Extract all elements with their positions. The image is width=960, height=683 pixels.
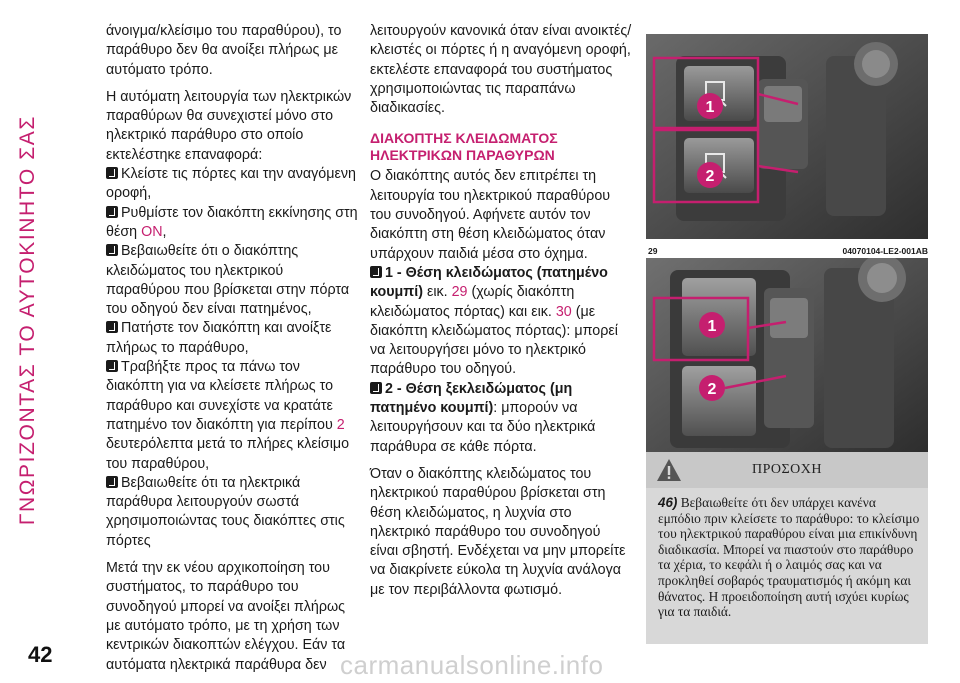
paragraph: άνοιγμα/κλείσιμο του παραθύρου), το παράθυρο δεν θα ανοίξει πλήρως με αυτόματο τρόπο. [106, 23, 342, 78]
text-column-left [106, 22, 358, 683]
paragraph: Η αυτόματη λειτουργία των ηλεκτρικών παραθύρων θα συνεχιστεί μόνο στο ηλεκτρικό παράθυρο στο οποίο εκτελέστηκε επαναφορά: [106, 88, 352, 163]
checkbox-bullet-icon [106, 360, 118, 372]
switch-panel-illustration [646, 258, 928, 460]
svg-text:1: 1 [707, 318, 717, 335]
paragraph: λειτουργούν κανονικά όταν είναι ανοικτές/κλειστές οι πόρτες ή η αναγόμενη οροφή, εκτελέστε επαναφορά του συστήματος χρησιμοποιώντας τις παραπάνω διαδικασίες. [370, 23, 632, 117]
section-title-vertical: ΓΝΩΡΙΖΟΝΤΑΣ ΤΟ ΑΥΤΟΚΙΝΗΤΟ ΣΑΣ [16, 114, 39, 526]
checkbox-bullet-icon [106, 167, 118, 179]
checkbox-bullet-icon [106, 476, 118, 488]
warning-header [646, 452, 928, 488]
paragraph: Ο διακόπτης αυτός δεν επιτρέπει τη λειτουργία του ηλεκτρικού παραθύρου του συνοδηγού. Αφήνετε αυτόν τον διακόπτη στη θέση κλειδώματος όταν υπάρχουν παιδιά μέσα στο όχημα. [370, 168, 611, 262]
checkbox-bullet-icon [106, 244, 118, 256]
figure-ref[interactable]: 30 [555, 303, 572, 320]
warning-text: Βεβαιωθείτε ότι δεν υπάρχει κανένα εμπόδιο πριν κλείσετε το παράθυρο: το κλείσιμο του ηλεκτρικού παραθύρου είναι μια επικίνδυνη διαδικασία. Μπορεί να πιαστούν στο παράθυρο τα χέρια, το κεφάλι ή ο λαιμός σας και να προκληθεί σοβαρός τραυματισμός ή ακόμη και θάνατος. Η προειδοποίηση αυτή ισχύει κυρίως για τα παιδιά. [658, 495, 920, 620]
page-number: 42 [28, 642, 53, 667]
warning-triangle-icon [656, 458, 682, 482]
seconds-value: 2 [336, 416, 345, 433]
checkbox-bullet-icon [106, 206, 118, 218]
checkbox-bullet-icon [370, 266, 382, 278]
list-item: Πατήστε τον διακόπτη και ανοίξτε πλήρως το παράθυρο, [106, 320, 332, 356]
paragraph: Όταν ο διακόπτης κλειδώματος του ηλεκτρικού παραθύρου βρίσκεται στη θέση κλειδώματος, η λυχνία στο ηλεκτρικό παράθυρο του συνοδηγού είναι σβηστή. Ενδέχεται να μην μπορείτε να διακρίνετε εύκολα τη λυχνία ανάλογα με τον περιβάλλοντα φωτισμό. [370, 465, 626, 598]
section-heading: ΔΙΑΚΟΠΤΗΣ ΚΛΕΙΔΩΜΑΤΟΣ ΗΛΕΚΤΡΙΚΩΝ ΠΑΡΑΘΥΡΩΝ [370, 130, 558, 164]
figure-window-switch-panel-lock [646, 258, 928, 460]
list-item: Βεβαιωθείτε ότι τα ηλεκτρικά παράθυρα λειτουργούν σωστά χρησιμοποιώντας τους διακόπτες στις πόρτες [106, 474, 345, 549]
figure-window-switch-panel [646, 34, 928, 239]
svg-text:2: 2 [705, 168, 715, 185]
figure-number: 29 [648, 246, 658, 256]
watermark: carmanualsonline.info [340, 650, 604, 680]
checkbox-bullet-icon [106, 321, 118, 333]
warning-title: ΠΡΟΣΟΧΗ [752, 462, 822, 477]
paragraph: Μετά την εκ νέου αρχικοποίηση του συστήματος, το παράθυρο του συνοδηγού μπορεί να ανοίξει πλήρως με αυτόματο τρόπο, με τη χρήση των κεντρικών διακοπτών ελέγχου. Εάν τα αυτόματα ηλεκτρικά παράθυρα δεν [106, 560, 346, 673]
svg-text:1: 1 [705, 99, 715, 116]
text-column-middle [370, 22, 632, 608]
warning-body [646, 488, 928, 644]
list-item: Τραβήξτε προς τα πάνω τον διακόπτη για να κλείσετε πλήρως το παράθυρο και συνεχίστε να κρατάτε πατημένο τον διακόπτη για περίπου 2 δευτερόλεπτα μετά το πλήρες κλείσιμο του παραθύρου, [106, 359, 350, 472]
switch-position-on: ON [141, 223, 163, 240]
svg-text:2: 2 [707, 381, 717, 398]
list-item: 1 - Θέση κλειδώματος (πατημένο κουμπί) εικ. 29 (χωρίς διακόπτη κλειδώματος πόρτας) και εικ. 30 (με διακόπτη κλειδώματος πόρτας): μπορεί να λειτουργήσει μόνο το ηλεκτρικό παράθυρο του οδηγού. [370, 264, 618, 378]
warning-number: 46) [658, 495, 678, 510]
list-item: Κλείστε τις πόρτες και την αναγόμενη οροφή, [106, 166, 356, 202]
switch-panel-illustration [646, 34, 928, 239]
list-item: Ρυθμίστε τον διακόπτη εκκίνησης στη θέση ON, [106, 204, 358, 240]
list-item: Βεβαιωθείτε ότι ο διακόπτης κλειδώματος του ηλεκτρικού παραθύρου που βρίσκεται στην πόρτα του οδηγού δεν είναι πατημένος, [106, 243, 350, 318]
list-item: 2 - Θέση ξεκλειδώματος (μη πατημένο κουμπί): μπορούν να λειτουργήσουν και τα δύο ηλεκτρικά παράθυρα σε κάθε πόρτα. [370, 380, 596, 455]
figure-ref[interactable]: 29 [451, 284, 468, 301]
checkbox-bullet-icon [370, 382, 382, 394]
figure-code: 04070104-LE2-001AB [842, 246, 928, 256]
